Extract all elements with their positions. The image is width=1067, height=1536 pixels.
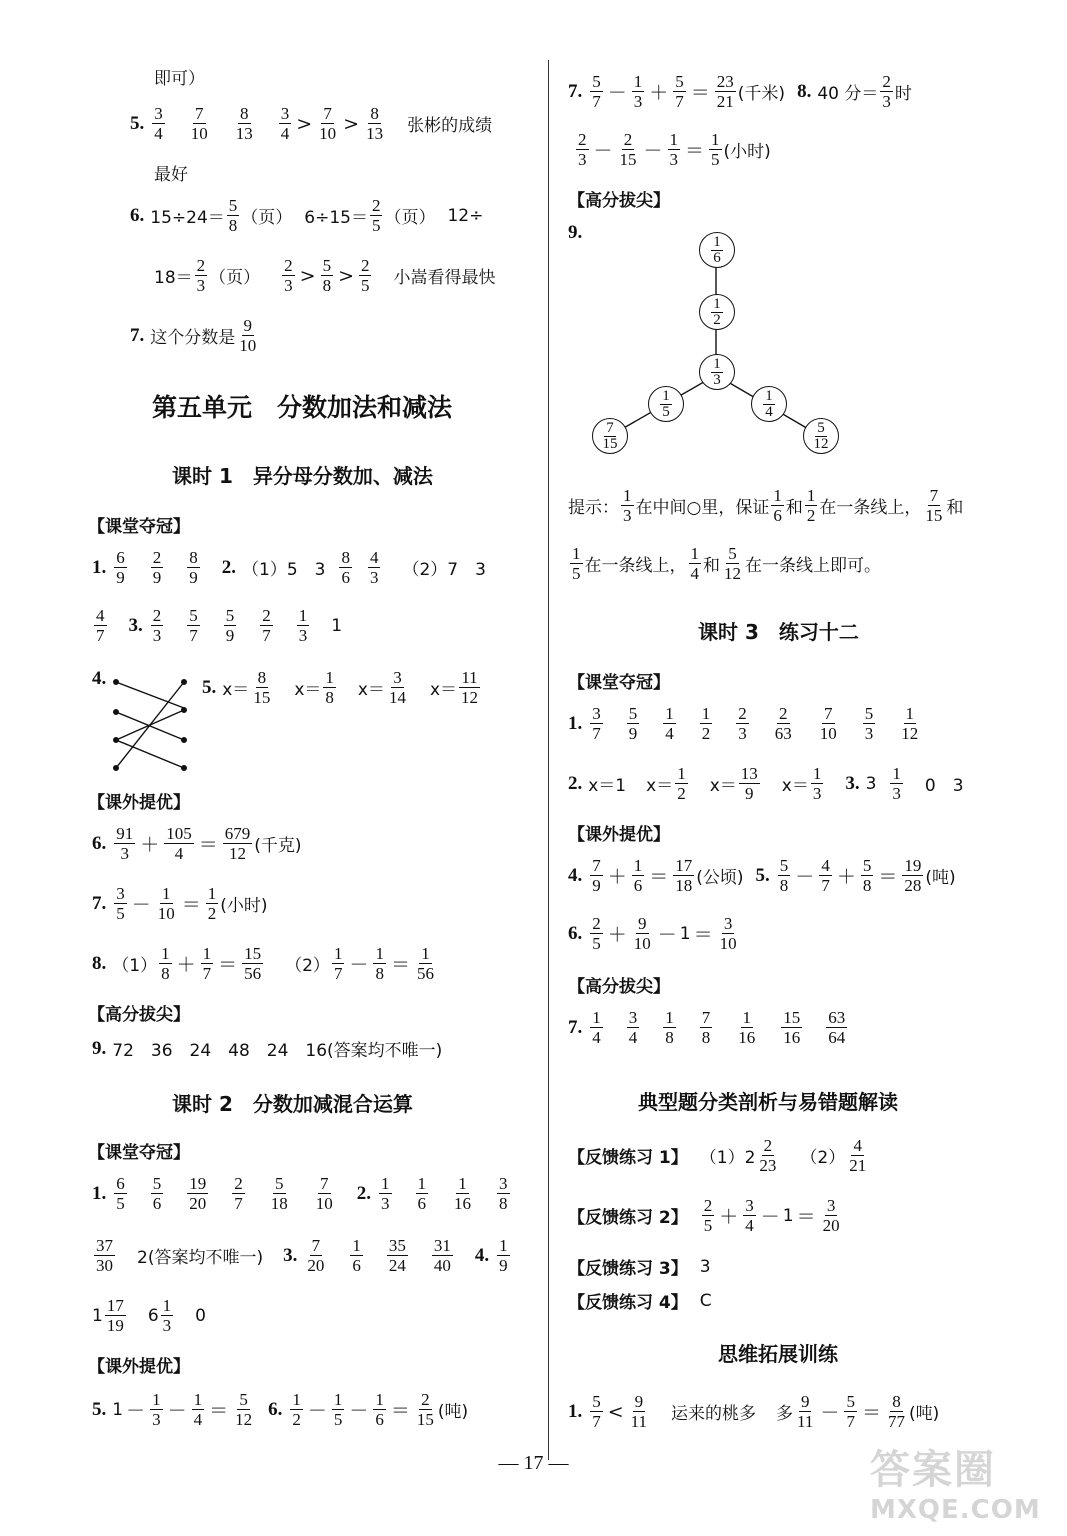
l2-row-1: 1. $\frac{6}{5}$ $\frac{5}{6}$ $\frac{19}{20}$ $\frac{2}{7}$ $\frac{5}{18}$ $\frac{7}{10}$ 2. $\frac{1}{3}$ $\frac{1}{6}$ $\frac{1}{16}$ $\frac{3}{8}$ <box>92 1174 508 1213</box>
fraction: $\frac{13}{9}$ <box>740 764 758 803</box>
tree-node-top: $\frac{1}{6}$ <box>699 232 735 268</box>
fraction: $\frac{9}{11}$ <box>797 1392 814 1431</box>
fraction: $\frac{15}{56}$ <box>244 944 262 983</box>
fraction: $\frac{1}{6}$ <box>417 1174 426 1213</box>
fraction: $\frac{1}{16}$ <box>738 1008 756 1047</box>
question-6-cont: 18＝ $\frac{2}{3}$ （页） $\frac{2}{3}$ > $\frac{5}{8}$ > $\frac{2}{5}$ 小嵩看得最快 <box>154 256 496 295</box>
fraction: $\frac{3}{8}$ <box>499 1174 508 1213</box>
fraction: $\frac{1}{4}$ <box>690 544 699 583</box>
fraction: $\frac{4}{7}$ <box>821 856 830 895</box>
fraction: $\frac{9}{11}$ <box>630 1392 648 1431</box>
tree-node-right-2: $\frac{5}{12}$ <box>803 418 839 454</box>
fraction: $\frac{1}{2}$ <box>677 764 686 803</box>
fraction: $\frac{7}{20}$ <box>307 1236 325 1275</box>
unit-title: 第五单元 分数加法和减法 <box>152 393 453 422</box>
fraction: $\frac{1}{2}$ <box>292 1390 301 1429</box>
column-divider <box>548 60 549 1460</box>
r3-row-2: 2. x＝1 x＝ $\frac{1}{2}$ x＝ $\frac{13}{9}$ x＝ $\frac{1}{3}$ 3. 3 $\frac{1}{3}$ 0 3 <box>568 764 964 803</box>
fraction: $\frac{1}{3}$ <box>669 130 679 169</box>
fraction: $\frac{4}{3}$ <box>369 548 379 587</box>
fraction: $\frac{3}{5}$ <box>116 884 125 923</box>
l1-row-3: 4. <box>92 668 107 689</box>
r3-question-7: 7. $\frac{1}{4}$ $\frac{3}{4}$ $\frac{1}{8}$ $\frac{7}{8}$ $\frac{1}{16}$ $\frac{15}{16}$ $\frac{63}{64}$ <box>568 1008 846 1047</box>
question-5-equations: 5. x＝ $\frac{8}{15}$ x＝ $\frac{1}{8}$ x＝ $\frac{3}{14}$ x＝ $\frac{11}{12}$ <box>202 668 478 707</box>
l1-question-6: 6. $\frac{91}{3}$ ＋ $\frac{105}{4}$ ＝ $\frac{679}{12}$ (千克) <box>92 824 302 863</box>
fraction: $\frac{4}{21}$ <box>849 1136 867 1175</box>
r-tag-classroom: 【课堂夺冠】 <box>568 673 670 693</box>
fraction: $\frac{2}{9}$ <box>152 548 162 587</box>
fraction: $\frac{5}{7}$ <box>592 1392 601 1431</box>
fraction: $\frac{8}{9}$ <box>189 548 198 587</box>
fraction: $\frac{2}{5}$ <box>371 196 381 235</box>
fraction: $\frac{1}{3}$ <box>152 1390 161 1429</box>
tag-top: 【高分拔尖】 <box>88 1005 190 1025</box>
fraction: $\frac{7}{10}$ <box>319 104 337 143</box>
fraction: $\frac{1}{4}$ <box>592 1008 601 1047</box>
fraction: $\frac{1}{2}$ <box>701 704 711 743</box>
fraction: $\frac{1}{16}$ <box>454 1174 471 1213</box>
feedback-2: 【反馈练习 2】 $\frac{2}{5}$ ＋ $\frac{3}{4}$ － 1 ＝ $\frac{3}{20}$ <box>568 1196 840 1235</box>
fraction: $\frac{2}{7}$ <box>234 1174 243 1213</box>
fraction: $\frac{17}{18}$ <box>675 856 693 895</box>
fraction: $\frac{1}{4}$ <box>193 1390 203 1429</box>
lesson-1-title: 课时 1 异分母分数加、减法 <box>172 464 433 488</box>
fraction: $\frac{3}{14}$ <box>388 668 406 707</box>
fraction: $\frac{1}{8}$ <box>161 944 170 983</box>
section-title-thinking: 思维拓展训练 <box>718 1342 838 1366</box>
fraction: $\frac{2}{15}$ <box>619 130 637 169</box>
fraction: $\frac{5}{3}$ <box>864 704 874 743</box>
fraction: $\frac{3}{4}$ <box>628 1008 638 1047</box>
fraction: $\frac{19}{20}$ <box>189 1174 207 1213</box>
fraction: $\frac{1}{5}$ <box>572 544 581 583</box>
fraction: $\frac{5}{7}$ <box>846 1392 855 1431</box>
fraction: $\frac{7}{8}$ <box>701 1008 711 1047</box>
fraction: $\frac{2}{5}$ <box>703 1196 713 1235</box>
feedback-1: 【反馈练习 1】 （1）2 $\frac{2}{23}$ （2） $\frac{4}{21}$ <box>568 1136 867 1175</box>
fraction: $\frac{11}{12}$ <box>461 668 478 707</box>
lesson-2-title: 课时 2 分数加减混合运算 <box>172 1092 413 1116</box>
fraction: $\frac{2}{5}$ <box>592 914 601 953</box>
page-number: — 17 — <box>498 1452 569 1474</box>
fraction: $\frac{63}{64}$ <box>828 1008 846 1047</box>
fraction: $\frac{1}{2}$ <box>806 486 816 525</box>
l1-question-8: 8. （1） $\frac{1}{8}$ ＋ $\frac{1}{7}$ ＝ $\frac{15}{56}$ （2） $\frac{1}{7}$ － $\frac{1}{8}$ ＝ $\frac{1}{56}$ <box>92 944 434 983</box>
r3-question-4-5: 4. $\frac{7}{9}$ ＋ $\frac{1}{6}$ ＝ $\frac{17}{18}$ (公顷) 5. $\frac{5}{8}$ － $\frac{4}{7}$ ＋ $\frac{5}{8}$ ＝ $\frac{19}{28}$ (吨) <box>568 856 956 895</box>
r-tag-top-2: 【高分拔尖】 <box>568 977 670 997</box>
fraction: $\frac{1}{7}$ <box>202 944 212 983</box>
matching-lines-diagram <box>106 672 192 778</box>
fraction: $\frac{6}{9}$ <box>116 548 125 587</box>
fraction: $\frac{3}{20}$ <box>822 1196 840 1235</box>
fraction: $\frac{1}{12}$ <box>901 704 919 743</box>
feedback-3: 【反馈练习 3】 3 <box>568 1256 711 1279</box>
fraction: $\frac{5}{9}$ <box>225 606 235 645</box>
r-question-8-cont: $\frac{2}{3}$ － $\frac{2}{15}$ － $\frac{1}{3}$ ＝ $\frac{1}{5}$ (小时) <box>578 130 771 169</box>
fraction: $\frac{1}{8}$ <box>665 1008 674 1047</box>
fraction: $\frac{8}{13}$ <box>366 104 384 143</box>
tree-node-center: $\frac{1}{3}$ <box>699 354 735 390</box>
fraction: $\frac{5}{12}$ <box>235 1390 253 1429</box>
fraction: $\frac{2}{3}$ <box>738 704 747 743</box>
l1-row-1: 1. $\frac{6}{9}$ $\frac{2}{9}$ $\frac{8}{9}$ 2. （1）5 3 $\frac{8}{6}$ $\frac{4}{3}$ （2）7 3 <box>92 548 486 587</box>
fraction: $\frac{7}{15}$ <box>925 486 943 525</box>
fraction: $\frac{7}{10}$ <box>315 1174 333 1213</box>
tree-node-right-1: $\frac{1}{4}$ <box>751 386 787 422</box>
fraction: $\frac{8}{13}$ <box>235 104 253 143</box>
fraction: $\frac{17}{19}$ <box>106 1296 124 1335</box>
fraction: $\frac{37}{30}$ <box>96 1236 113 1275</box>
l2-row-3: 1 $\frac{17}{19}$ 6 $\frac{1}{3}$ 0 <box>92 1296 206 1335</box>
fraction: $\frac{2}{5}$ <box>360 256 370 295</box>
fraction: $\frac{5}{8}$ <box>322 256 332 295</box>
fraction: $\frac{2}{3}$ <box>152 606 162 645</box>
fraction: $\frac{1}{8}$ <box>375 944 384 983</box>
fraction: $\frac{5}{12}$ <box>724 544 741 583</box>
fraction: $\frac{5}{8}$ <box>862 856 872 895</box>
fraction: $\frac{9}{10}$ <box>239 316 257 355</box>
watermark-logo: 答案圈 MXQE.COM <box>870 1447 1041 1525</box>
fraction: $\frac{4}{7}$ <box>96 606 105 645</box>
r-question-9: 9. <box>568 222 583 243</box>
tag-classroom: 【课堂夺冠】 <box>88 517 190 537</box>
fraction: $\frac{1}{3}$ <box>892 764 901 803</box>
fraction: $\frac{2}{15}$ <box>416 1390 434 1429</box>
fraction: $\frac{5}{18}$ <box>270 1174 288 1213</box>
fraction: $\frac{1}{6}$ <box>375 1390 384 1429</box>
fraction: $\frac{3}{4}$ <box>745 1196 754 1235</box>
fraction: $\frac{3}{7}$ <box>592 704 601 743</box>
fraction: $\frac{35}{24}$ <box>388 1236 406 1275</box>
question-5-cont: 最好 <box>154 165 188 185</box>
l1-question-9: 9. 72 36 24 48 24 16(答案均不唯一) <box>92 1037 443 1061</box>
tag-extra-2: 【课外提优】 <box>88 1357 190 1377</box>
fraction: $\frac{3}{10}$ <box>719 914 737 953</box>
r3-row-1: 1. $\frac{3}{7}$ $\frac{5}{9}$ $\frac{1}{4}$ $\frac{1}{2}$ $\frac{2}{3}$ $\frac{2}{63}$ $\frac{7}{10}$ $\frac{5}{3}$ $\frac{1}{12}$ <box>568 704 919 743</box>
fraction: $\frac{1}{4}$ <box>665 704 674 743</box>
fraction: $\frac{1}{7}$ <box>333 944 343 983</box>
fraction: $\frac{5}{7}$ <box>592 72 601 111</box>
fraction: $\frac{6}{5}$ <box>116 1174 125 1213</box>
l1-row-2: $\frac{4}{7}$ 3. $\frac{2}{3}$ $\frac{5}{7}$ $\frac{5}{9}$ $\frac{2}{7}$ $\frac{1}{3}$ 1 <box>96 606 343 645</box>
fraction: $\frac{1}{10}$ <box>157 884 175 923</box>
question-6: 6. 15÷24＝ $\frac{5}{8}$ （页） 6÷15＝ $\frac{2}{5}$ （页） 12÷ <box>130 196 484 235</box>
fraction: $\frac{1}{9}$ <box>499 1236 508 1275</box>
section-title-typical: 典型题分类剖析与易错题解读 <box>638 1090 898 1114</box>
fraction: $\frac{23}{21}$ <box>716 72 734 111</box>
tree-node-mid: $\frac{1}{2}$ <box>699 294 735 330</box>
fraction: $\frac{1}{8}$ <box>325 668 334 707</box>
l1-question-7: 7. $\frac{3}{5}$ － $\frac{1}{10}$ ＝ $\frac{1}{2}$ (小时) <box>92 884 268 923</box>
fraction: $\frac{1}{3}$ <box>812 764 822 803</box>
fraction: $\frac{1}{3}$ <box>633 72 643 111</box>
fraction: $\frac{9}{10}$ <box>633 914 651 953</box>
fraction: $\frac{1}{5}$ <box>333 1390 343 1429</box>
lesson-3-title: 课时 3 练习十二 <box>698 620 859 644</box>
feedback-4: 【反馈练习 4】 C <box>568 1290 712 1313</box>
tree-node-left-1: $\frac{1}{5}$ <box>648 386 684 422</box>
r-tag-top: 【高分拔尖】 <box>568 191 670 211</box>
fraction: $\frac{5}{7}$ <box>189 606 198 645</box>
fraction: $\frac{1}{56}$ <box>416 944 434 983</box>
fraction: $\frac{1}{5}$ <box>711 130 720 169</box>
fraction: $\frac{8}{77}$ <box>887 1392 905 1431</box>
fraction: $\frac{1}{3}$ <box>298 606 308 645</box>
fraction: $\frac{7}{10}$ <box>190 104 208 143</box>
fraction: $\frac{5}{7}$ <box>675 72 684 111</box>
fraction: $\frac{679}{12}$ <box>224 824 251 863</box>
l2-row-2: $\frac{37}{30}$ 2(答案均不唯一) 3. $\frac{7}{20}$ $\frac{1}{6}$ $\frac{35}{24}$ $\frac{31}{40}$ 4. $\frac{1}{9}$ <box>96 1236 508 1275</box>
fraction: $\frac{1}{6}$ <box>352 1236 361 1275</box>
fraction: $\frac{2}{3}$ <box>284 256 293 295</box>
r-hint-line-1: 提示： $\frac{1}{3}$ 在中间○里，保证 $\frac{1}{6}$ 和 $\frac{1}{2}$ 在一条线上， $\frac{7}{15}$ 和 <box>568 486 964 525</box>
r-hint-line-2: $\frac{1}{5}$ 在一条线上， $\frac{1}{4}$ 和 $\frac{5}{12}$ 在一条线上即可。 <box>572 544 881 583</box>
tag-extra: 【课外提优】 <box>88 793 190 813</box>
fraction: $\frac{15}{16}$ <box>783 1008 801 1047</box>
fraction: $\frac{5}{8}$ <box>779 856 789 895</box>
fraction: $\frac{31}{40}$ <box>433 1236 451 1275</box>
tag-classroom-2: 【课堂夺冠】 <box>88 1143 190 1163</box>
fraction: $\frac{1}{6}$ <box>773 486 782 525</box>
fraction: $\frac{2}{23}$ <box>759 1136 777 1175</box>
fraction: $\frac{2}{7}$ <box>262 606 271 645</box>
fraction: $\frac{3}{4}$ <box>154 104 163 143</box>
fraction: $\frac{91}{3}$ <box>116 824 134 863</box>
fraction: $\frac{5}{6}$ <box>152 1174 162 1213</box>
r3-question-6: 6. $\frac{2}{5}$ ＋ $\frac{9}{10}$ － 1 ＝ $\frac{3}{10}$ <box>568 914 737 953</box>
fraction: $\frac{8}{6}$ <box>341 548 350 587</box>
r-question-7-8: 7. $\frac{5}{7}$ － $\frac{1}{3}$ ＋ $\frac{5}{7}$ ＝ $\frac{23}{21}$ (千米) 8. 40 分＝ $\frac{2}{3}$ 时 <box>568 72 912 111</box>
fraction: $\frac{1}{6}$ <box>633 856 643 895</box>
fraction: $\frac{2}{63}$ <box>774 704 792 743</box>
fraction: $\frac{1}{2}$ <box>207 884 217 923</box>
fraction: $\frac{2}{3}$ <box>196 256 206 295</box>
fraction: $\frac{5}{8}$ <box>228 196 238 235</box>
fraction: $\frac{3}{4}$ <box>280 104 290 143</box>
question-5: 5. $\frac{3}{4}$ $\frac{7}{10}$ $\frac{8}{13}$ $\frac{3}{4}$ > $\frac{7}{10}$ > $\frac{8}{13}$ 张彬的成绩 <box>130 104 493 143</box>
fraction: $\frac{1}{3}$ <box>162 1296 172 1335</box>
fraction: $\frac{2}{3}$ <box>882 72 891 111</box>
fraction: $\frac{7}{10}$ <box>819 704 837 743</box>
l2-question-5-6: 5. 1 － $\frac{1}{3}$ － $\frac{1}{4}$ ＝ $\frac{5}{12}$ 6. $\frac{1}{2}$ － $\frac{1}{5}$ － $\frac{1}{6}$ ＝ $\frac{2}{15}$ (吨) <box>92 1390 469 1429</box>
question-7: 7. 这个分数是 $\frac{9}{10}$ <box>130 316 257 355</box>
fraction: $\frac{2}{3}$ <box>578 130 587 169</box>
continuation-text: 即可） <box>154 69 205 89</box>
thinking-question-1: 1. $\frac{5}{7}$ < $\frac{9}{11}$ 运来的桃多 多 $\frac{9}{11}$ － $\frac{5}{7}$ ＝ $\frac{8}{77}$ (吨) <box>568 1392 940 1431</box>
fraction: $\frac{8}{15}$ <box>253 668 271 707</box>
fraction: $\frac{5}{9}$ <box>628 704 638 743</box>
tree-node-left-2: $\frac{7}{15}$ <box>592 418 628 454</box>
r-tag-extra: 【课外提优】 <box>568 825 670 845</box>
fraction: $\frac{1}{3}$ <box>381 1174 390 1213</box>
fraction: $\frac{1}{3}$ <box>623 486 632 525</box>
fraction: $\frac{105}{4}$ <box>166 824 192 863</box>
fraction: $\frac{7}{9}$ <box>592 856 601 895</box>
fraction: $\frac{19}{28}$ <box>904 856 922 895</box>
